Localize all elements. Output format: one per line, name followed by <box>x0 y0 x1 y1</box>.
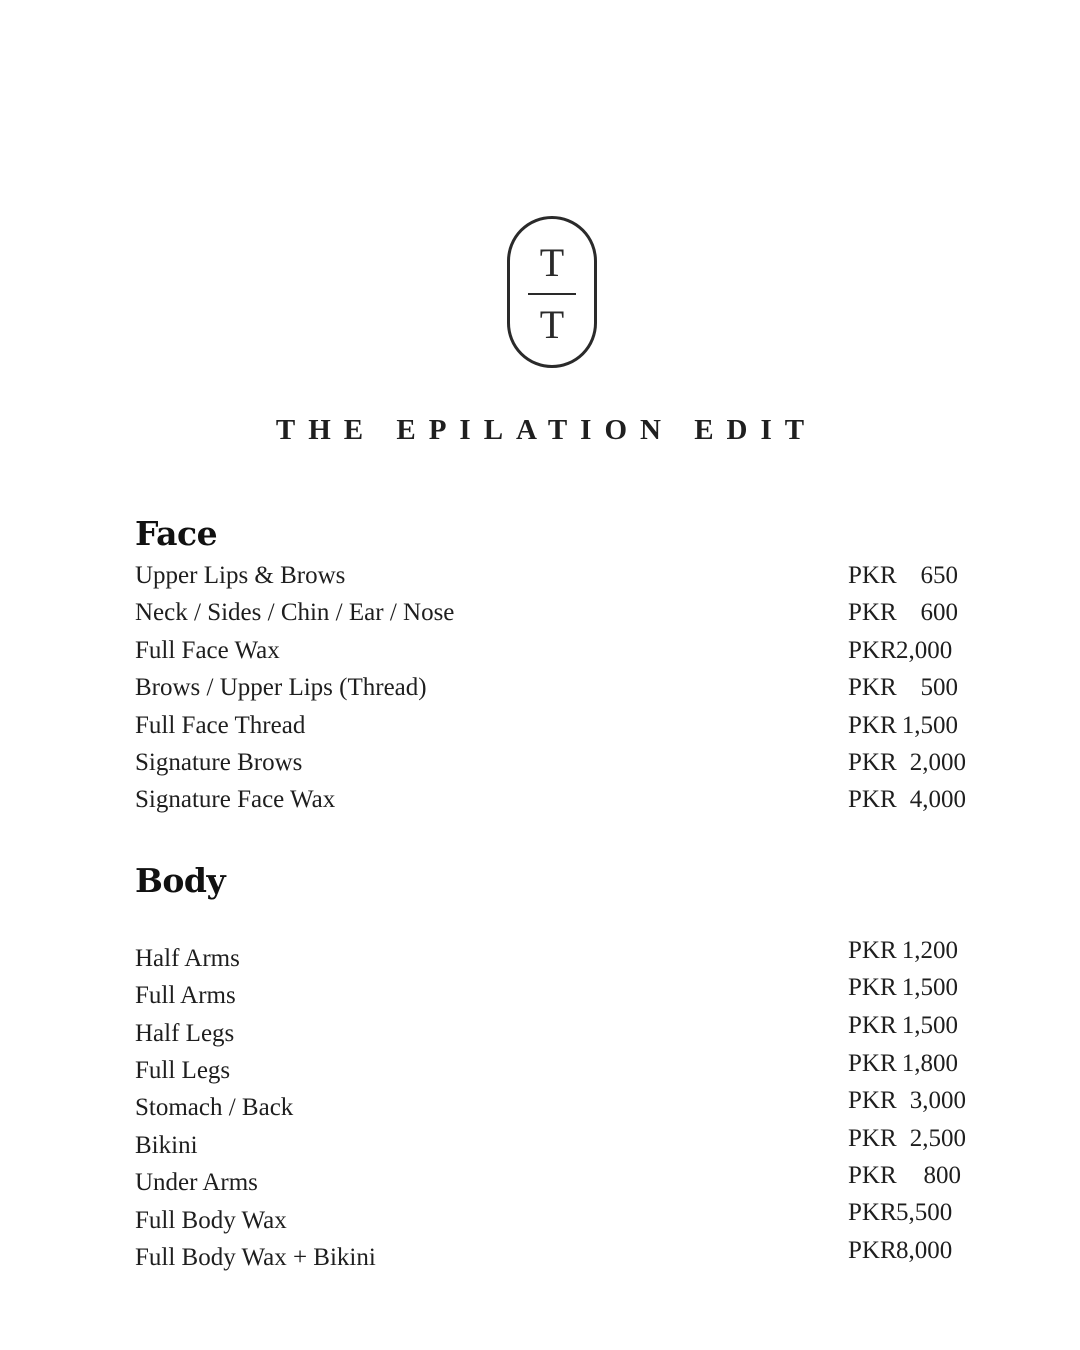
price-currency: PKR <box>848 1050 897 1077</box>
menu-item <box>135 748 965 778</box>
menu-item <box>135 1050 965 1086</box>
menu-item <box>135 1125 966 1161</box>
menu-item <box>135 1012 965 1049</box>
price-amount: 3,000 <box>909 1087 966 1114</box>
price-currency: PKR <box>848 562 897 589</box>
item-name: Full Face Wax <box>135 637 280 664</box>
menu-item <box>135 1199 965 1236</box>
price-amount: 800 <box>923 1162 961 1189</box>
price-currency: PKR <box>848 712 897 739</box>
price-currency: PKR <box>848 1125 897 1152</box>
price-amount: 500 <box>920 674 958 701</box>
price-currency: PKR <box>848 599 897 626</box>
item-name: Full Body Wax + Bikini <box>135 1244 376 1271</box>
menu-item <box>135 711 965 741</box>
logo-bottom-letter: T <box>539 302 565 347</box>
brand-logo <box>507 216 597 368</box>
price-currency: PKR <box>848 937 897 964</box>
item-name: Signature Face Wax <box>135 786 336 813</box>
item-name: Upper Lips & Brows <box>135 562 346 589</box>
logo-divider <box>528 293 576 295</box>
price-amount: 1,800 <box>901 1050 958 1077</box>
price-amount: 2,000 <box>896 637 953 664</box>
price-currency: PKR <box>848 1237 897 1264</box>
menu-item <box>135 636 965 666</box>
item-name: Half Legs <box>135 1020 235 1047</box>
price-currency: PKR <box>848 974 897 1001</box>
price-currency: PKR <box>848 674 897 701</box>
logo-top-letter: T <box>539 240 565 285</box>
item-name: Neck / Sides / Chin / Ear / Nose <box>135 599 455 626</box>
price-currency: PKR <box>848 749 897 776</box>
menu-item <box>135 1237 965 1273</box>
menu-item <box>135 561 965 591</box>
item-name: Full Arms <box>135 982 236 1009</box>
price-currency: PKR <box>848 1199 897 1226</box>
item-name: Half Arms <box>135 945 240 972</box>
price-amount: 1,500 <box>901 974 958 1001</box>
price-amount: 5,500 <box>896 1199 953 1226</box>
menu-item <box>135 1162 965 1198</box>
price-currency: PKR <box>848 637 897 664</box>
price-amount: 600 <box>920 599 958 626</box>
price-amount: 8,000 <box>896 1237 953 1264</box>
item-name: Full Legs <box>135 1057 231 1084</box>
menu-item <box>135 673 965 703</box>
menu-item <box>135 1087 966 1123</box>
price-currency: PKR <box>848 1012 897 1039</box>
item-name: Full Body Wax <box>135 1207 287 1234</box>
section-title-face: Face <box>135 514 218 553</box>
item-name: Under Arms <box>135 1169 258 1196</box>
brand-name: THE EPILATION EDIT <box>275 414 818 446</box>
price-currency: PKR <box>848 1087 897 1114</box>
price-amount: 650 <box>920 562 958 589</box>
item-name: Stomach / Back <box>135 1094 294 1121</box>
price-amount: 4,000 <box>909 786 966 813</box>
price-currency: PKR <box>848 1162 897 1189</box>
price-amount: 1,500 <box>901 1012 958 1039</box>
menu-item <box>135 937 965 974</box>
price-amount: 2,500 <box>909 1125 966 1152</box>
section-title-body: Body <box>135 861 226 900</box>
item-name: Signature Brows <box>135 749 303 776</box>
menu-item <box>135 598 965 628</box>
menu-item <box>135 785 965 815</box>
price-amount: 1,200 <box>901 937 958 964</box>
item-name: Brows / Upper Lips (Thread) <box>135 674 427 701</box>
item-name: Bikini <box>135 1132 198 1159</box>
price-amount: 1,500 <box>901 712 958 739</box>
menu-item <box>135 974 965 1011</box>
item-name: Full Face Thread <box>135 712 306 739</box>
price-currency: PKR <box>848 786 897 813</box>
price-amount: 2,000 <box>909 749 966 776</box>
